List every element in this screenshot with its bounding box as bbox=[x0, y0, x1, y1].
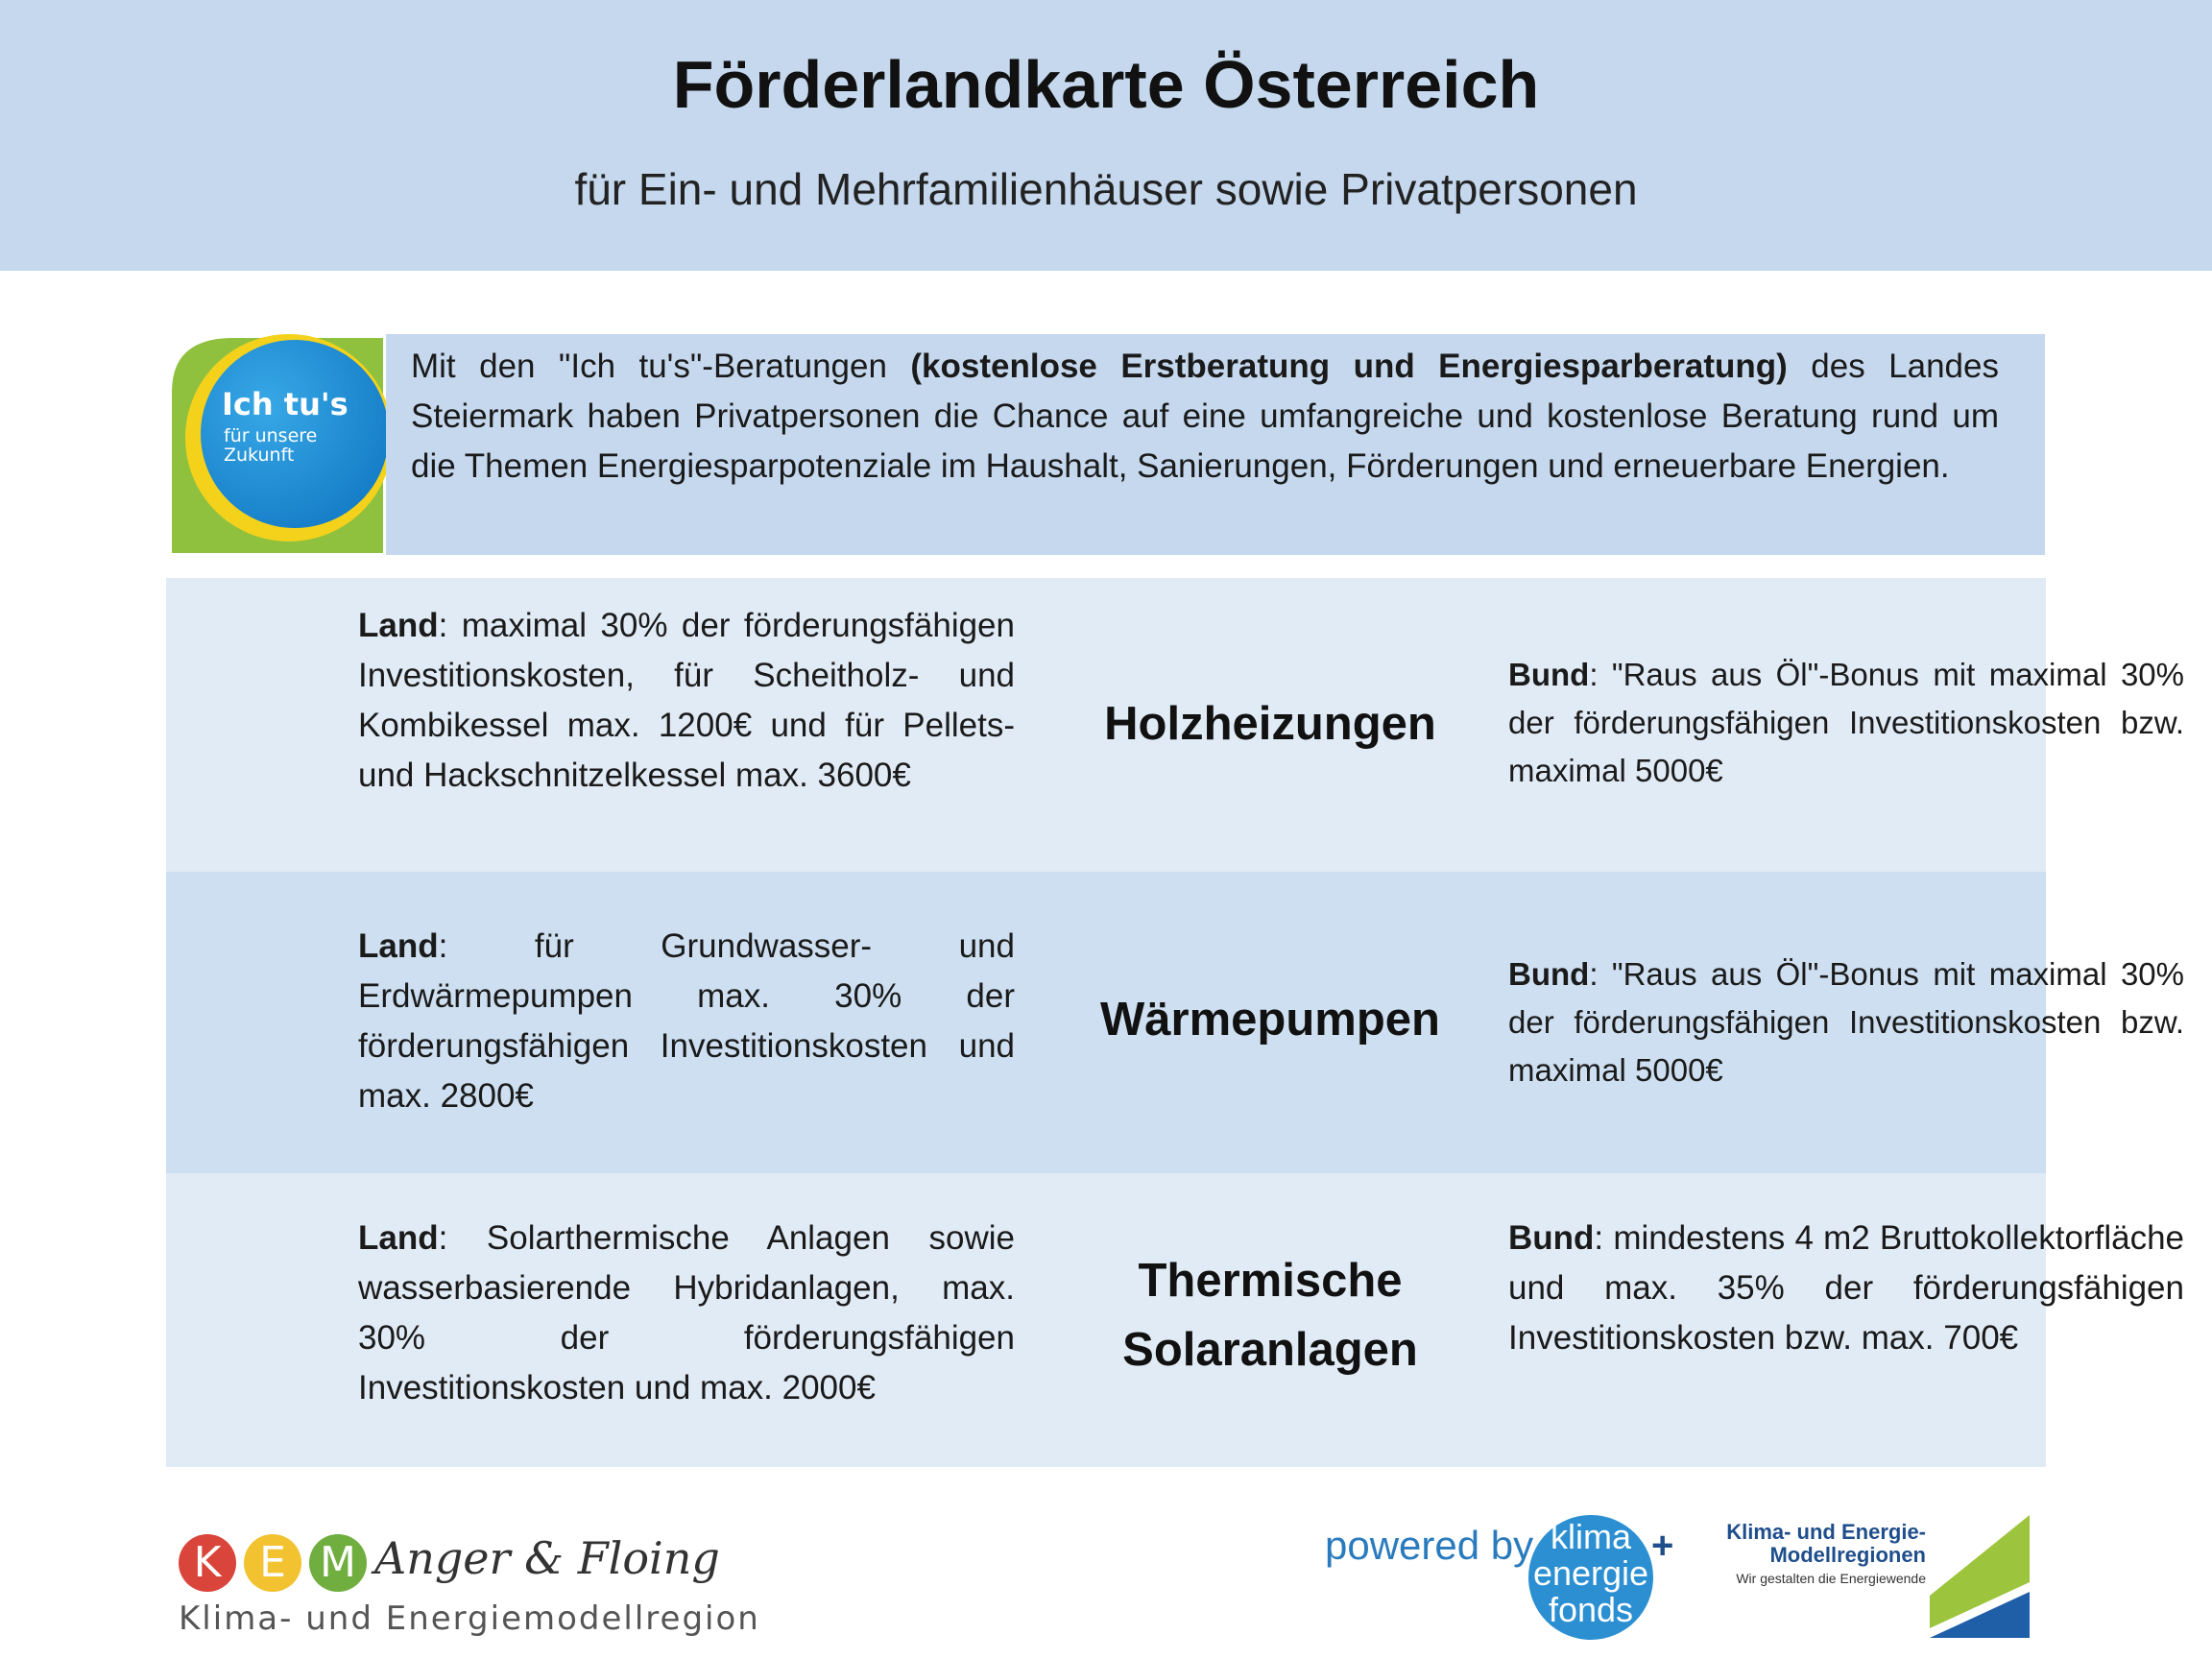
bund-cell: Bund: "Raus aus Öl"-Bonus mit maximal 30% der förderungsfähigen Investitionskosten bzw. maximal 5000€ bbox=[1508, 956, 2184, 1088]
page-subtitle: für Ein- und Mehrfamilienhäuser sowie Privatpersonen bbox=[574, 164, 1638, 214]
kem-letter-m: M bbox=[309, 1534, 367, 1592]
row-title: Holzheizungen bbox=[1104, 698, 1436, 750]
land-cell: Land: für Grundwasser- und Erdwärmepumpen max. 30% der förderungsfähigen Investitionskosten und max. 2800€ bbox=[358, 927, 1015, 1115]
svg-text:Zukunft: Zukunft bbox=[224, 445, 295, 466]
header-banner bbox=[0, 0, 2212, 271]
land-cell: Land: maximal 30% der förderungsfähigen Investitionskosten, für Scheitholz- und Kombikessel max. 1200€ und für Pellets- und Hackschnitzelkessel max. 3600€ bbox=[358, 607, 1015, 794]
land-cell: Land: Solarthermische Anlagen sowie wasserbasierende Hybridanlagen, max. 30% der förderungsfähigen Investitionskosten und max. 2000€ bbox=[358, 1219, 1015, 1407]
funding-row-solaranlagen bbox=[166, 1173, 2184, 1467]
row-title: Wärmepumpen bbox=[1100, 994, 1440, 1046]
bund-cell: Bund: "Raus aus Öl"-Bonus mit maximal 30% der förderungsfähigen Investitionskosten bzw. maximal 5000€ bbox=[1508, 657, 2184, 788]
page-title: Förderlandkarte Österreich bbox=[672, 47, 1540, 122]
intro-text: Mit den "Ich tu's"-Beratungen (kostenlose Erstberatung und Energiesparberatung) des Landes Steiermark haben Privatpersonen die Chance auf eine umfangreiche und kostenlose Beratung rund um die Themen Energiesparpotenziale im Haushalt, Sanierungen, Förderungen und erneuerbare Energien. bbox=[411, 348, 1999, 485]
kem-modellregionen-logo-text: Klima- und Energie- Modellregionen Wir gestalten die Energiewende bbox=[1726, 1520, 1926, 1586]
ich-tus-logo bbox=[166, 334, 386, 555]
kem-letter-e: E bbox=[244, 1534, 301, 1592]
kef-plus: + bbox=[1651, 1525, 1674, 1567]
kem-region-subtitle: Klima- und Energiemodellregion bbox=[179, 1599, 760, 1638]
svg-text:Ich tu's: Ich tu's bbox=[222, 386, 349, 422]
funding-row-holzheizungen bbox=[166, 578, 2184, 872]
kem-letter-k: K bbox=[179, 1534, 236, 1592]
bund-cell: Bund: mindestens 4 m2 Bruttokollektorfläche und max. 35% der förderungsfähigen Investitionskosten bzw. max. 700€ bbox=[1508, 1219, 2184, 1357]
row-title: Thermische Solaranlagen bbox=[1122, 1255, 1418, 1376]
klima-energie-fonds-text: klima energie fonds bbox=[1532, 1517, 1649, 1629]
kem-modellregionen-icon bbox=[1930, 1515, 2030, 1638]
intro-text-bold: (kostenlose Erstberatung und Energiesparberatung) bbox=[910, 348, 1788, 385]
kem-region-name: Anger & Floing bbox=[374, 1532, 720, 1584]
svg-text:für unsere: für unsere bbox=[224, 425, 318, 446]
powered-by-text: powered by bbox=[1325, 1523, 1534, 1568]
funding-row-waermepumpen bbox=[166, 872, 2184, 1173]
